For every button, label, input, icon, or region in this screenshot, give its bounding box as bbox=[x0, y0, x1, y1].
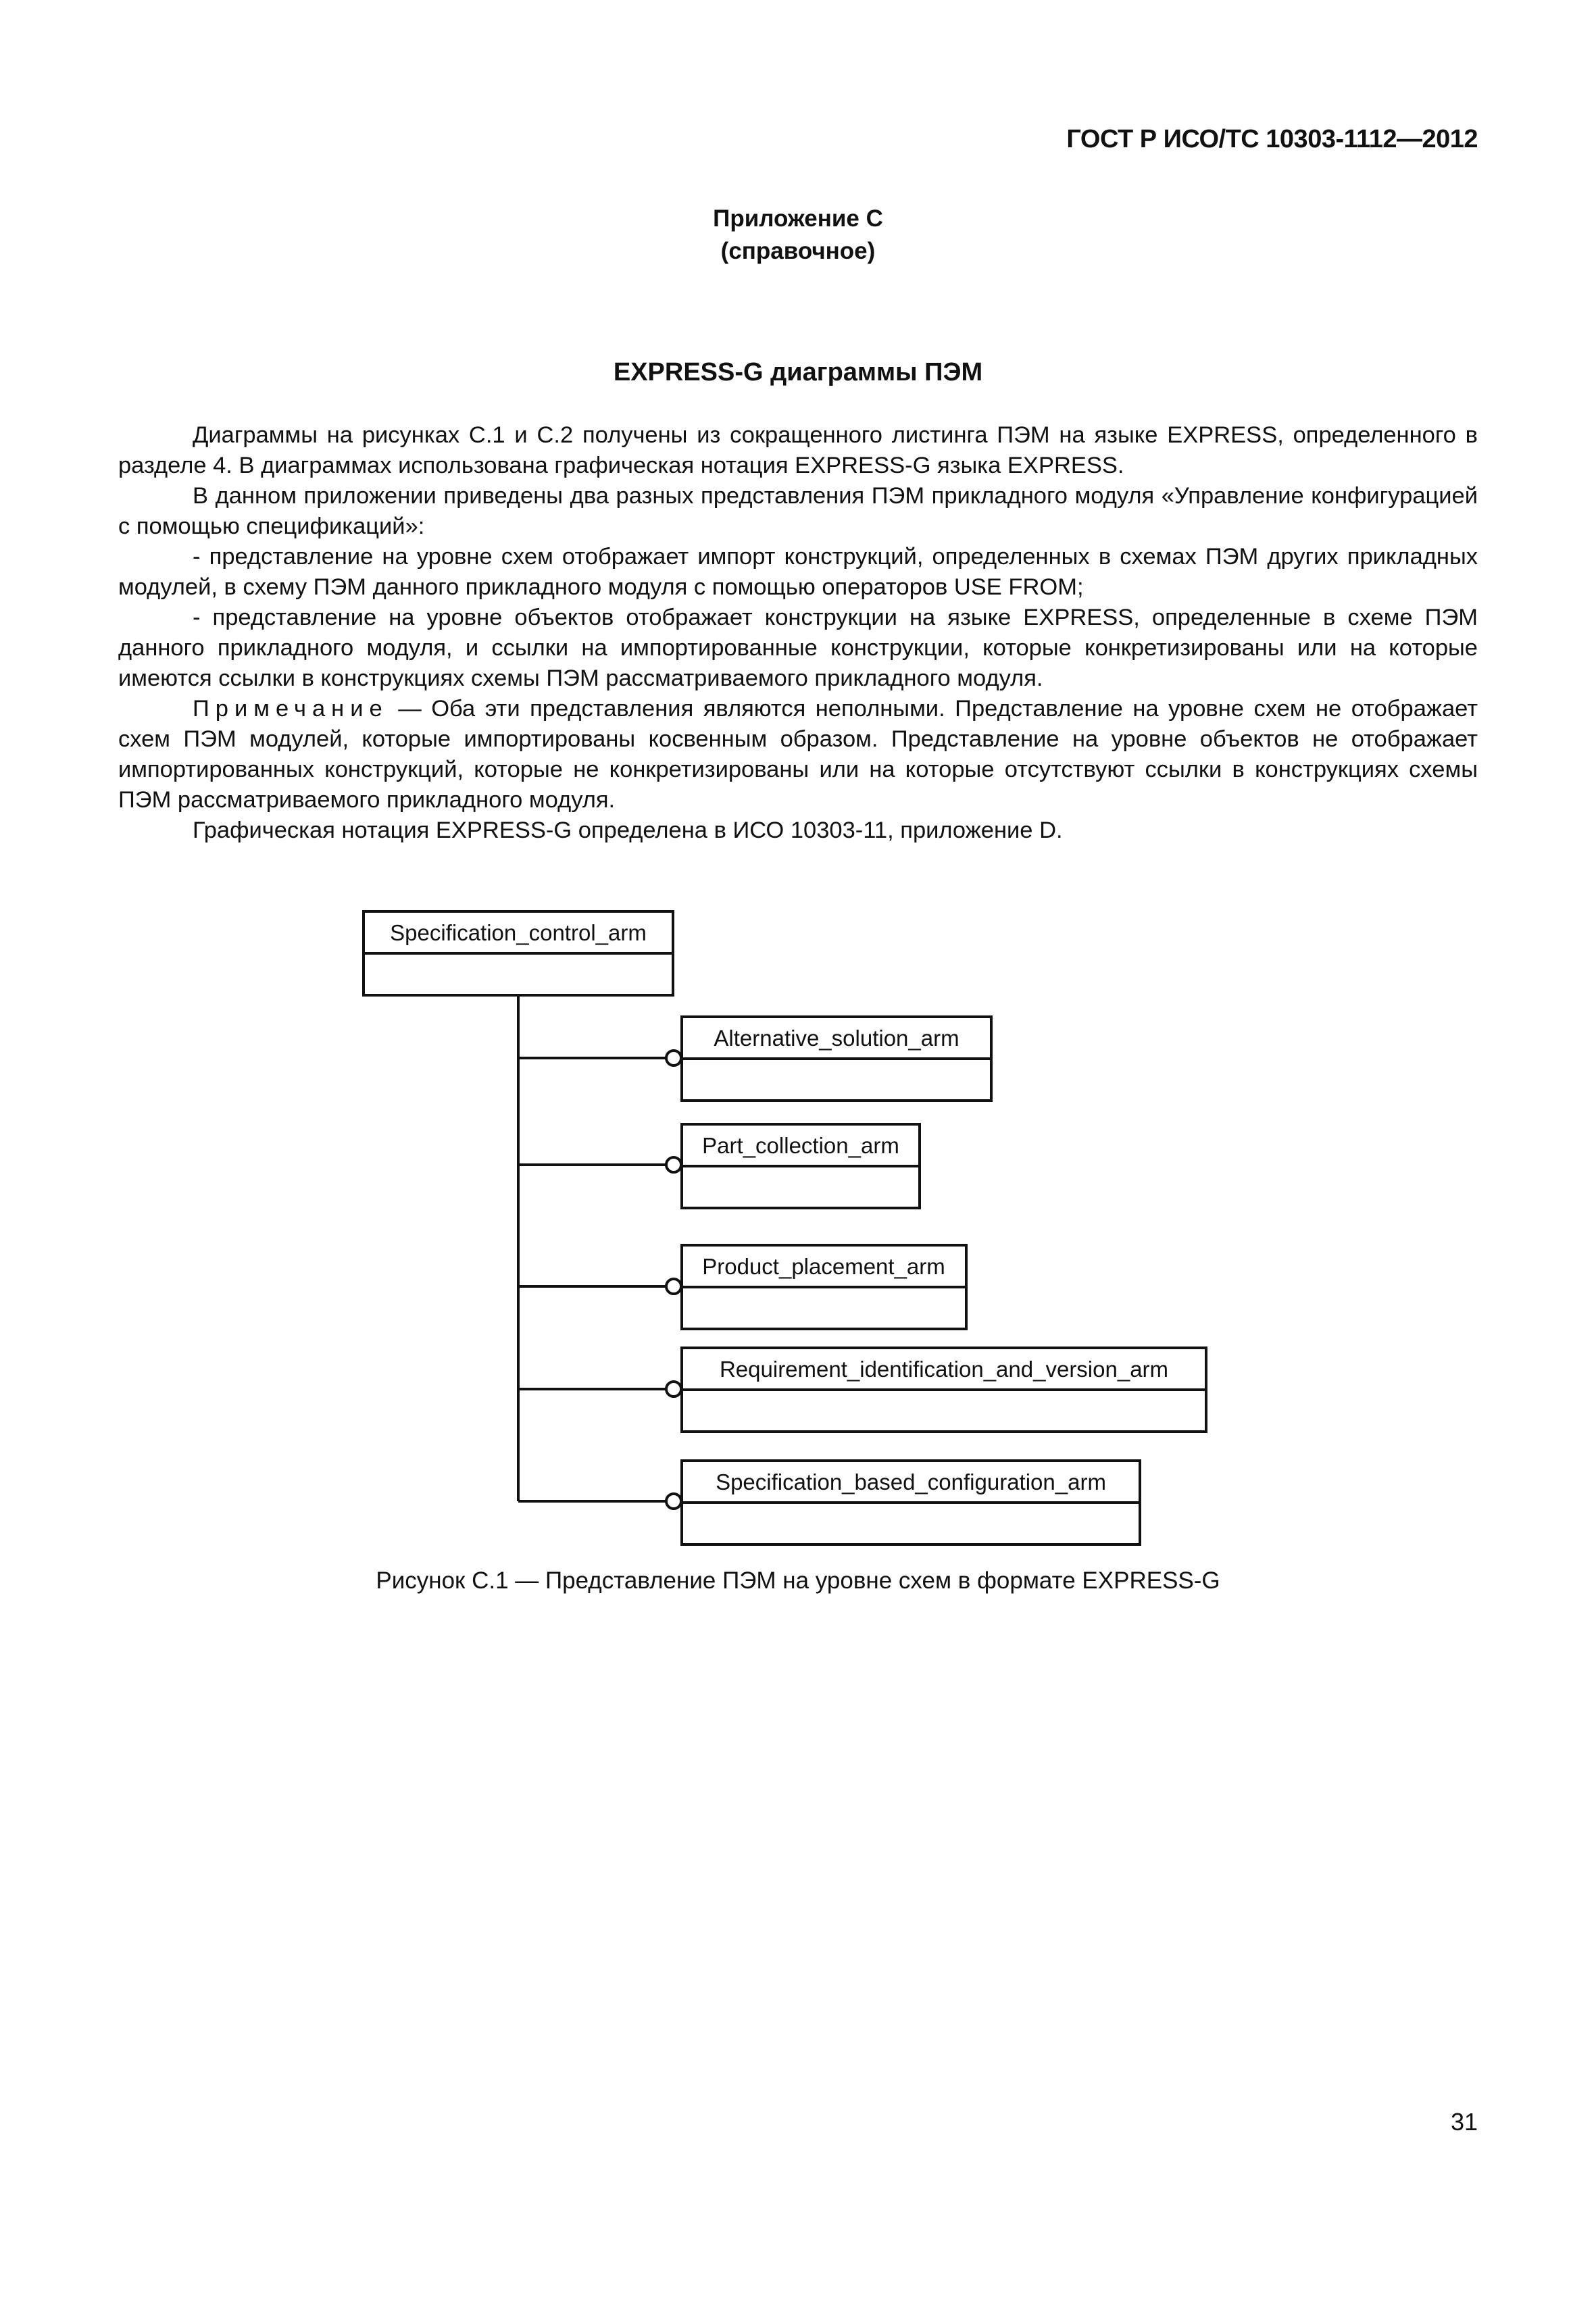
relationship-circle bbox=[666, 1051, 681, 1065]
standard-code: ГОСТ Р ИСО/ТС 10303-1112—2012 bbox=[1066, 125, 1478, 153]
child-entity-label: Alternative_solution_arm bbox=[714, 1026, 959, 1051]
child-entity-label: Product_placement_arm bbox=[702, 1254, 945, 1279]
paragraph: Графическая нотация EXPRESS-G определена в ИСО 10303-11, приложение D. bbox=[193, 818, 1063, 843]
relationship-circle bbox=[666, 1382, 681, 1397]
child-entity-label: Part_collection_arm bbox=[702, 1133, 899, 1158]
paragraph: - представление на уровне схем отображает импорт конструкций, определенных в схемах ПЭМ других прикладных модулей, в схему ПЭМ данного прикладного модуля с помощью операторов USE FROM; bbox=[118, 544, 1478, 600]
note-text: — Оба эти представления являются неполными. Представление на уровне схем не отображает схем ПЭМ модулей, которые импортированы косвенным образом. Представление на уровне объектов не отображает импортированных конструкций, которые не конкретизированы или на которые отсутствуют ссылки в конструкциях схемы ПЭМ рассматриваемого прикладного модуля. bbox=[118, 696, 1478, 813]
paragraph: - представление на уровне объектов отображает конструкции на языке EXPRESS, определенные в схеме ПЭМ данного прикладного модуля, и ссылки на импортированные конструкции, которые конкретизированы или на которые имеются ссылки в конструкциях схемы ПЭМ рассматриваемого прикладного модуля. bbox=[118, 605, 1478, 691]
root-entity-label: Specification_control_arm bbox=[390, 920, 647, 945]
relationship-circle bbox=[666, 1279, 681, 1294]
child-entity-label: Requirement_identification_and_version_arm bbox=[719, 1357, 1169, 1382]
note-lead: Примечание bbox=[193, 696, 389, 722]
annex-kind: (справочное) bbox=[720, 238, 876, 264]
section-title: EXPRESS-G диаграммы ПЭМ bbox=[613, 358, 983, 386]
relationship-circle bbox=[666, 1157, 681, 1172]
child-entity-label: Specification_based_configuration_arm bbox=[716, 1469, 1106, 1494]
relationship-circle bbox=[666, 1494, 681, 1509]
figure-caption: Рисунок С.1 — Представление ПЭМ на уровне схем в формате EXPRESS-G bbox=[376, 1567, 1220, 1594]
paragraph: Диаграммы на рисунках С.1 и С.2 получены из сокращенного листинга ПЭМ на языке EXPRESS, определенного в разделе 4. В диаграммах использована графическая нотация EXPRESS-G языка EXPRESS. bbox=[118, 422, 1478, 478]
annex-title: Приложение С bbox=[713, 205, 883, 232]
page-number: 31 bbox=[1450, 2108, 1478, 2136]
paragraph: В данном приложении приведены два разных представления ПЭМ прикладного модуля «Управление конфигурацией с помощью спецификаций»: bbox=[118, 483, 1478, 539]
